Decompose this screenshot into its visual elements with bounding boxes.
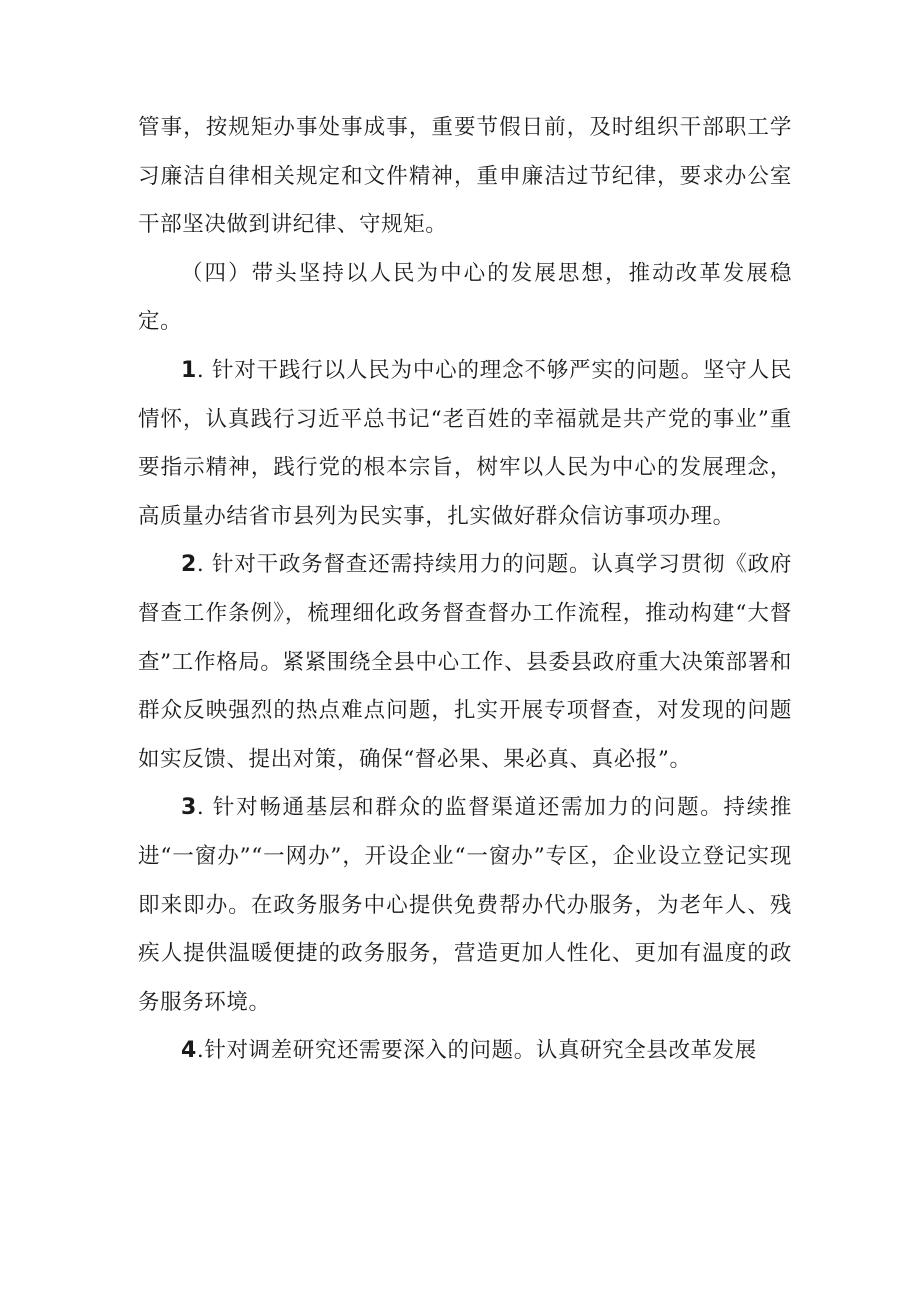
item-number: 3 [181,795,197,821]
item-number: 2 [181,552,197,578]
list-item [138,784,792,1027]
item-number: 1 [181,357,197,383]
item-text: .针对调差研究还需要深入的问题。认真研究全县改革发展 [196,1038,757,1064]
document-body [138,104,792,1076]
item-text: . 针对干践行以人民为中心的理念不够严实的问题。坚守人民情怀，认真践行习近平总书记“老百姓的幸福就是共产党的事业”重要指示精神，践行党的根本宗旨，树牢以人民为中心的发展理念，高质量办结省市县列为民实事，扎实做好群众信访事项办理。 [138,357,792,529]
list-item [138,541,792,784]
paragraph-continuation: 管事，按规矩办事处事成事，重要节假日前，及时组织干部职工学习廉洁自律相关规定和文件精神，重申廉洁过节纪律，要求办公室干部坚决做到讲纪律、守规矩。 [138,115,792,238]
item-number: 4 [181,1038,197,1064]
list-item [138,1027,792,1076]
item-text: . 针对干政务督查还需持续用力的问题。认真学习贯彻《政府督查工作条例》，梳理细化政务督查督办工作流程，推动构建“大督查”工作格局。紧紧围绕全县中心工作、县委县政府重大决策部署和群众反映强烈的热点难点问题，扎实开展专项督查，对发现的问题如实反馈、提出对策，确保“督必果、果必真、真必报”。 [138,552,792,772]
item-text: . 针对畅通基层和群众的监督渠道还需加力的问题。持续推进“一窗办”“一网办”，开设企业“一窗办”专区，企业设立登记实现即来即办。在政务服务中心提供免费帮办代办服务，为老年人、残疾人提供温暖便捷的政务服务，营造更加人性化、更加有温度的政务服务环境。 [138,795,792,1015]
list-item [138,347,792,541]
section-heading-4: （四）带头坚持以人民为中心的发展思想，推动改革发展稳定。 [138,260,792,335]
